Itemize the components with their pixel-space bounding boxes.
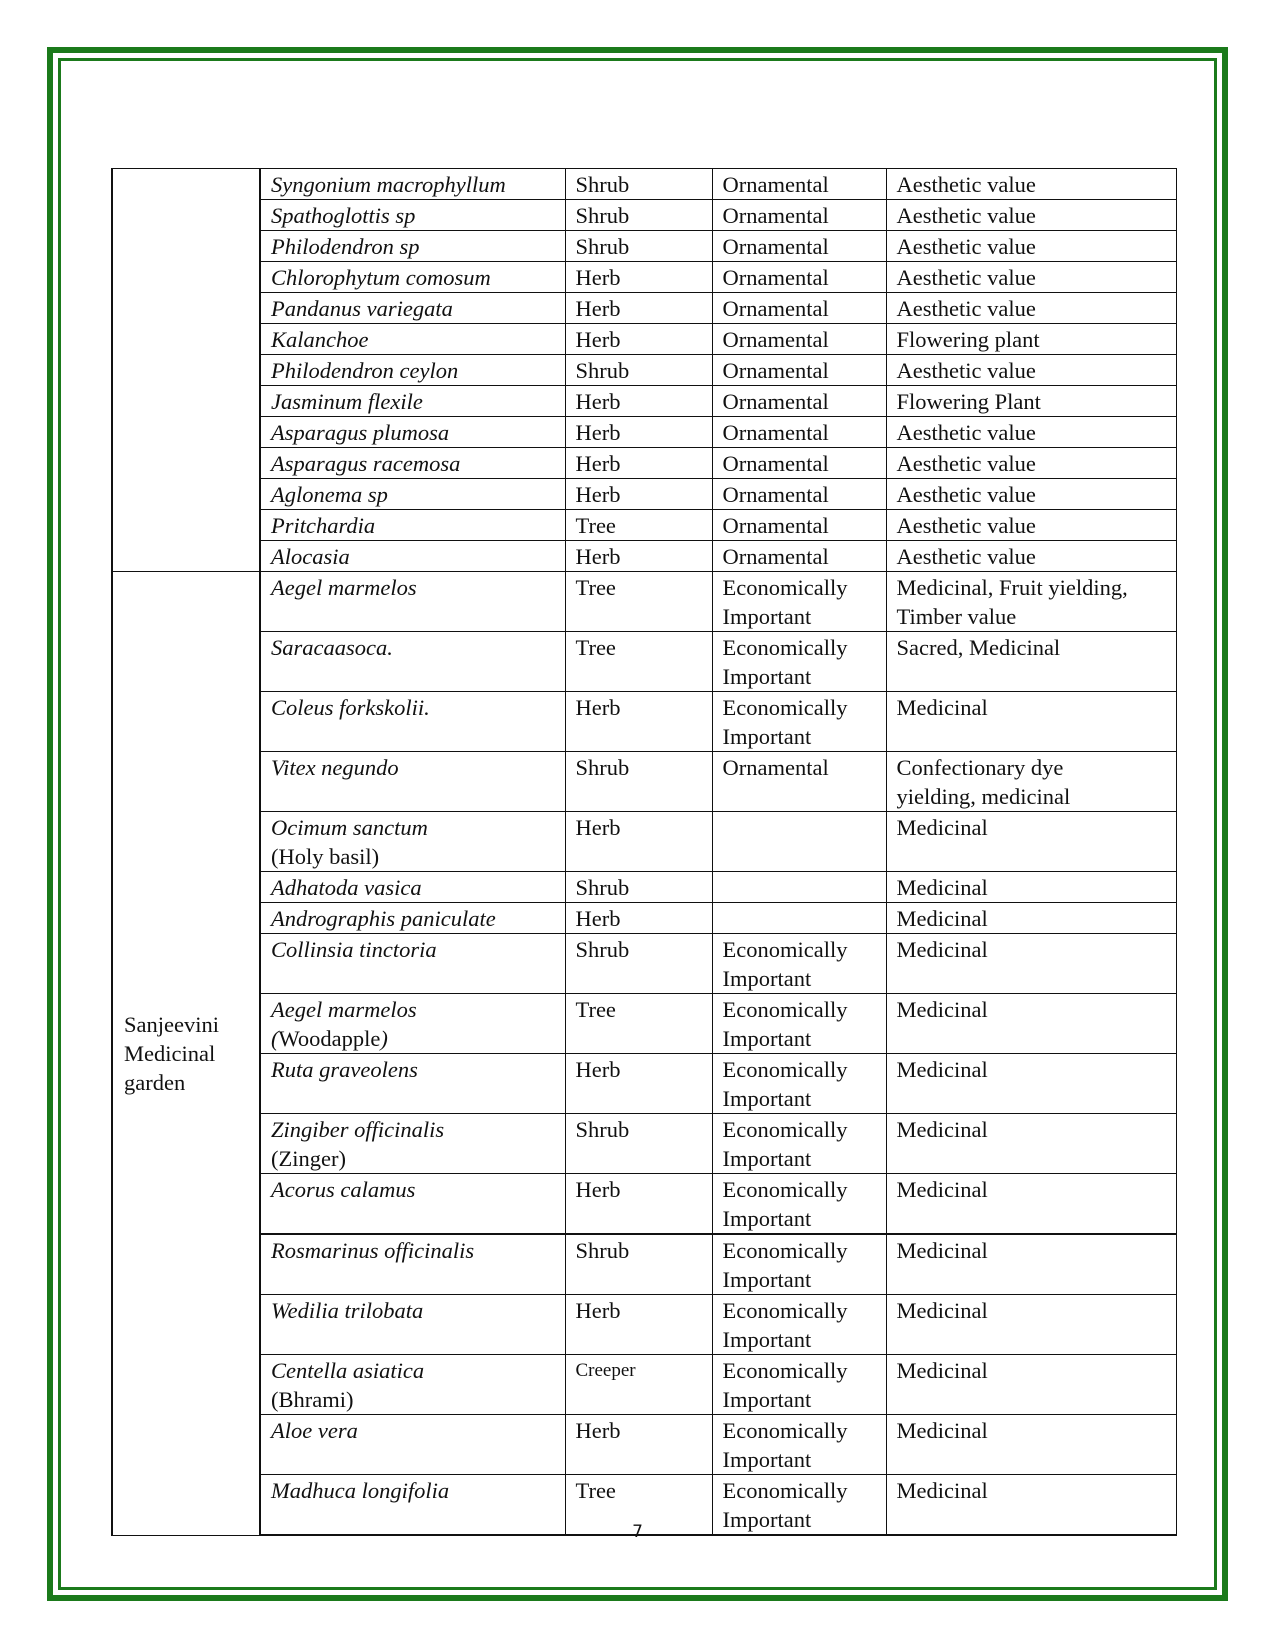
plant-category: Ornamental	[712, 200, 886, 231]
plant-category	[712, 1054, 886, 1114]
plant-habit: Herb	[565, 479, 712, 510]
plant-habit: Shrub	[565, 872, 712, 903]
category-line-2: Important	[722, 966, 812, 991]
table-row	[112, 934, 1176, 994]
plant-name: Asparagus plumosa	[260, 417, 565, 448]
plant-value: Aesthetic value	[886, 262, 1176, 293]
category-line-1: Economically	[722, 1057, 848, 1082]
plant-value: Aesthetic value	[886, 231, 1176, 262]
category-line-2: Important	[722, 1146, 812, 1171]
plant-name: Chlorophytum comosum	[260, 262, 565, 293]
table-row	[112, 355, 1176, 386]
plant-habit: Herb	[565, 262, 712, 293]
plant-habit: Herb	[565, 903, 712, 934]
category-line-1: Economically	[722, 997, 848, 1022]
table-row	[112, 752, 1176, 812]
table-row	[112, 231, 1176, 262]
category-line-1: Economically	[722, 1177, 848, 1202]
table-row	[112, 994, 1176, 1054]
plant-habit: Herb	[565, 1174, 712, 1235]
plant-habit: Herb	[565, 812, 712, 872]
value-line-2: Timber value	[896, 604, 1017, 629]
plant-habit: Shrub	[565, 169, 712, 200]
plant-habit: Herb	[565, 1054, 712, 1114]
table-row	[112, 324, 1176, 355]
plant-habit: Herb	[565, 324, 712, 355]
plant-value: Medicinal	[886, 1295, 1176, 1355]
group-label-sanjeevini: Sanjeevini Medicinal garden	[112, 572, 260, 1536]
plant-name: Rosmarinus officinalis	[260, 1234, 565, 1295]
plant-name: Ruta graveolens	[260, 1054, 565, 1114]
plant-value: Medicinal	[886, 872, 1176, 903]
plant-name: Spathoglottis sp	[260, 200, 565, 231]
category-line-1: Economically	[722, 695, 848, 720]
table-row	[112, 1355, 1176, 1415]
table-row	[112, 479, 1176, 510]
plant-value: Aesthetic value	[886, 169, 1176, 200]
plant-category: Ornamental	[712, 386, 886, 417]
plant-habit: Shrub	[565, 1114, 712, 1174]
scientific-name: Zingiber officinalis	[271, 1117, 445, 1142]
plant-name: Madhuca longifolia	[260, 1475, 565, 1536]
plant-category	[712, 994, 886, 1054]
table-row	[112, 169, 1176, 200]
common-name: (Bhrami)	[271, 1387, 354, 1412]
table-row	[112, 541, 1176, 572]
category-line-2: Important	[722, 724, 812, 749]
category-line-2: Important	[722, 1206, 812, 1231]
plant-habit: Herb	[565, 386, 712, 417]
plant-value: Medicinal	[886, 903, 1176, 934]
plant-value: Medicinal	[886, 1234, 1176, 1295]
plant-name	[260, 994, 565, 1054]
plant-category	[712, 1234, 886, 1295]
table-row	[112, 1174, 1176, 1235]
plant-value: Aesthetic value	[886, 200, 1176, 231]
common-name: (Holy basil)	[271, 844, 380, 869]
plant-category	[712, 1415, 886, 1475]
plant-category	[712, 632, 886, 692]
plant-value: Medicinal	[886, 994, 1176, 1054]
plant-category: Ornamental	[712, 169, 886, 200]
plant-name: Andrographis paniculate	[260, 903, 565, 934]
plant-name: Vitex negundo	[260, 752, 565, 812]
plant-habit: Shrub	[565, 355, 712, 386]
plant-name: Collinsia tinctoria	[260, 934, 565, 994]
plant-value: Medicinal	[886, 1174, 1176, 1235]
plant-name	[260, 1114, 565, 1174]
plant-table	[111, 168, 1177, 1536]
scientific-name: Ocimum sanctum	[271, 815, 428, 840]
plant-category	[712, 692, 886, 752]
category-line-1: Economically	[722, 575, 848, 600]
plant-category	[712, 903, 886, 934]
plant-category	[712, 1114, 886, 1174]
plant-value: Aesthetic value	[886, 293, 1176, 324]
plant-category: Ornamental	[712, 262, 886, 293]
common-name-close: )	[380, 1026, 388, 1051]
table-row	[112, 1114, 1176, 1174]
plant-category	[712, 1355, 886, 1415]
plant-category: Ornamental	[712, 479, 886, 510]
plant-category: Ornamental	[712, 541, 886, 572]
category-line-2: Important	[722, 1507, 812, 1532]
category-line-1: Economically	[722, 1298, 848, 1323]
category-line-1: Economically	[722, 1418, 848, 1443]
plant-habit: Herb	[565, 448, 712, 479]
plant-category	[712, 1295, 886, 1355]
plant-category: Ornamental	[712, 293, 886, 324]
plant-category	[712, 812, 886, 872]
plant-category: Ornamental	[712, 355, 886, 386]
plant-value	[886, 752, 1176, 812]
plant-value: Aesthetic value	[886, 479, 1176, 510]
plant-habit: Herb	[565, 692, 712, 752]
plant-name: Aloe vera	[260, 1415, 565, 1475]
plant-category	[712, 572, 886, 632]
plant-value: Sacred, Medicinal	[886, 632, 1176, 692]
plant-name: Aglonema sp	[260, 479, 565, 510]
plant-name: Wedilia trilobata	[260, 1295, 565, 1355]
value-line-2: yielding, medicinal	[896, 784, 1071, 809]
plant-value: Aesthetic value	[886, 510, 1176, 541]
plant-habit: Tree	[565, 572, 712, 632]
plant-name: Asparagus racemosa	[260, 448, 565, 479]
table-row	[112, 448, 1176, 479]
plant-value: Flowering plant	[886, 324, 1176, 355]
category-line-2: Important	[722, 604, 812, 629]
table-row	[112, 872, 1176, 903]
common-name: Woodapple	[278, 1026, 381, 1051]
plant-habit: Herb	[565, 1295, 712, 1355]
table-row	[112, 386, 1176, 417]
plant-habit: Shrub	[565, 231, 712, 262]
plant-habit: Shrub	[565, 200, 712, 231]
plant-category: Ornamental	[712, 448, 886, 479]
plant-name: Pritchardia	[260, 510, 565, 541]
category-line-2: Important	[722, 1387, 812, 1412]
table-row	[112, 812, 1176, 872]
plant-name: Aegel marmelos	[260, 572, 565, 632]
category-line-2: Important	[722, 1447, 812, 1472]
plant-value: Medicinal	[886, 1054, 1176, 1114]
plant-name: Syngonium macrophyllum	[260, 169, 565, 200]
group-cell-empty	[112, 169, 260, 572]
plant-value: Medicinal	[886, 812, 1176, 872]
plant-name: Philodendron ceylon	[260, 355, 565, 386]
plant-name: Acorus calamus	[260, 1174, 565, 1235]
plant-habit: Herb	[565, 293, 712, 324]
scientific-name: Centella asiatica	[271, 1358, 425, 1383]
table-row	[112, 572, 1176, 632]
table-row	[112, 903, 1176, 934]
table-row	[112, 1054, 1176, 1114]
value-line-1: Confectionary dye	[896, 755, 1064, 780]
plant-habit: Tree	[565, 994, 712, 1054]
plant-name: Kalanchoe	[260, 324, 565, 355]
table-row	[112, 1295, 1176, 1355]
category-line-1: Economically	[722, 937, 848, 962]
plant-habit: Tree	[565, 1475, 712, 1536]
category-line-1: Economically	[722, 1478, 848, 1503]
plant-name: Jasminum flexile	[260, 386, 565, 417]
plant-category: Ornamental	[712, 417, 886, 448]
plant-category: Ornamental	[712, 752, 886, 812]
table-row	[112, 262, 1176, 293]
category-line-1: Economically	[722, 635, 848, 660]
plant-name: Coleus forkskolii.	[260, 692, 565, 752]
plant-value: Medicinal	[886, 1355, 1176, 1415]
plant-name	[260, 1355, 565, 1415]
plant-name: Philodendron sp	[260, 231, 565, 262]
plant-habit: Herb	[565, 541, 712, 572]
category-line-2: Important	[722, 664, 812, 689]
table-row	[112, 1234, 1176, 1295]
plant-name: Adhatoda vasica	[260, 872, 565, 903]
category-line-1: Economically	[722, 1358, 848, 1383]
page-number: 7	[632, 1522, 643, 1542]
plant-name	[260, 812, 565, 872]
plant-category	[712, 934, 886, 994]
plant-name: Pandanus variegata	[260, 293, 565, 324]
plant-value: Medicinal	[886, 1415, 1176, 1475]
plant-value: Aesthetic value	[886, 355, 1176, 386]
table-row	[112, 417, 1176, 448]
plant-category: Ornamental	[712, 510, 886, 541]
plant-value: Medicinal	[886, 1114, 1176, 1174]
category-line-1: Economically	[722, 1117, 848, 1142]
plant-value: Aesthetic value	[886, 541, 1176, 572]
plant-value: Medicinal	[886, 1475, 1176, 1536]
plant-habit: Tree	[565, 632, 712, 692]
plant-category	[712, 1174, 886, 1235]
value-line-1: Medicinal, Fruit yielding,	[896, 575, 1128, 600]
plant-name: Alocasia	[260, 541, 565, 572]
plant-category	[712, 872, 886, 903]
plant-habit: Herb	[565, 1415, 712, 1475]
plant-habit: Shrub	[565, 752, 712, 812]
category-line-2: Important	[722, 1267, 812, 1292]
table-row	[112, 1415, 1176, 1475]
plant-category: Ornamental	[712, 231, 886, 262]
table-row	[112, 632, 1176, 692]
plant-value: Medicinal	[886, 692, 1176, 752]
plant-category: Ornamental	[712, 324, 886, 355]
category-line-2: Important	[722, 1026, 812, 1051]
plant-habit: Herb	[565, 417, 712, 448]
plant-value: Flowering Plant	[886, 386, 1176, 417]
category-line-1: Economically	[722, 1238, 848, 1263]
scientific-name: Aegel marmelos	[271, 997, 417, 1022]
plant-habit: Tree	[565, 510, 712, 541]
common-name-open: (	[271, 1026, 279, 1051]
plant-habit: Shrub	[565, 1234, 712, 1295]
plant-habit: Creeper	[565, 1355, 712, 1415]
table-row	[112, 200, 1176, 231]
table-row	[112, 510, 1176, 541]
category-line-2: Important	[722, 1327, 812, 1352]
category-line-2: Important	[722, 1086, 812, 1111]
plant-name: Saracaasoca.	[260, 632, 565, 692]
plant-habit: Shrub	[565, 934, 712, 994]
plant-value	[886, 572, 1176, 632]
plant-value: Aesthetic value	[886, 417, 1176, 448]
plant-value: Aesthetic value	[886, 448, 1176, 479]
table-row	[112, 293, 1176, 324]
plant-value: Medicinal	[886, 934, 1176, 994]
common-name: (Zinger)	[271, 1146, 346, 1171]
table-row	[112, 692, 1176, 752]
